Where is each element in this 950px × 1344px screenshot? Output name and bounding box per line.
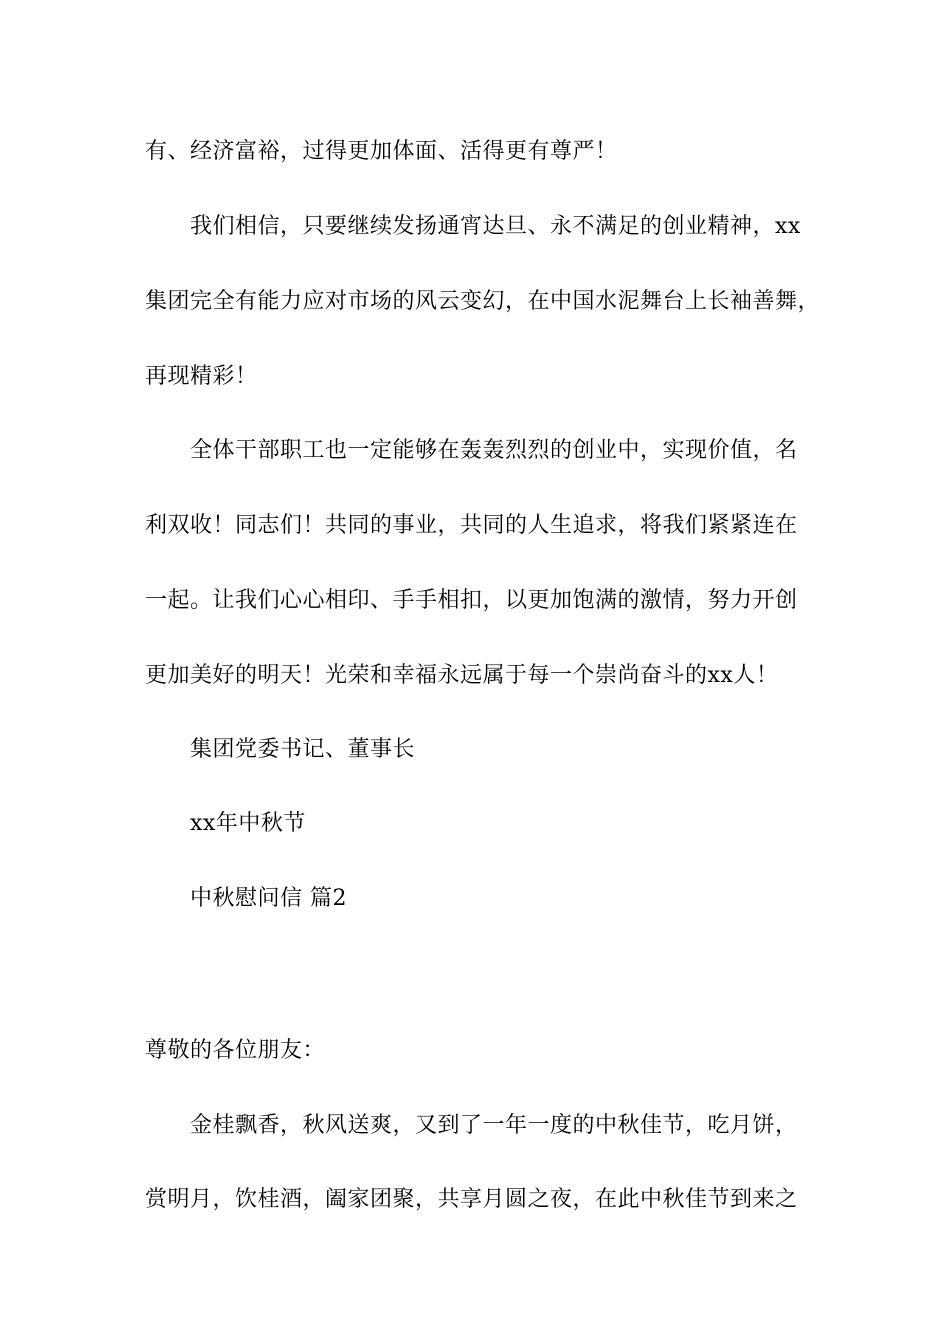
paragraph-line: 再现精彩！ — [145, 364, 258, 389]
paragraph-line: 集团完全有能力应对市场的风云变幻，在中国水泥舞台上长袖善舞， — [145, 289, 821, 314]
paragraph-line: 金桂飘香，秋风送爽，又到了一年一度的中秋佳节，吃月饼， — [190, 1113, 798, 1138]
salutation: 尊敬的各位朋友： — [145, 1038, 326, 1063]
signature-date: xx年中秋节 — [190, 811, 306, 836]
paragraph-line: 有、经济富裕，过得更加体面、活得更有尊严！ — [145, 139, 618, 164]
signature-title: 集团党委书记、董事长 — [190, 737, 416, 762]
paragraph-line: 更加美好的明天！光荣和幸福永远属于每一个崇尚奋斗的xx人！ — [145, 663, 779, 688]
paragraph-line: 我们相信，只要继续发扬通宵达旦、永不满足的创业精神，xx — [190, 214, 801, 239]
paragraph-line: 一起。让我们心心相印、手手相扣，以更加饱满的激情，努力开创 — [145, 588, 798, 613]
paragraph-line: 赏明月，饮桂酒，阖家团聚，共享月圆之夜，在此中秋佳节到来之 — [145, 1187, 798, 1212]
paragraph-line: 全体干部职工也一定能够在轰轰烈烈的创业中，实现价值，名 — [190, 438, 798, 463]
paragraph-line: 利双收！同志们！共同的事业，共同的人生追求，将我们紧紧连在 — [145, 513, 798, 538]
section-heading: 中秋慰问信 篇2 — [190, 886, 347, 911]
